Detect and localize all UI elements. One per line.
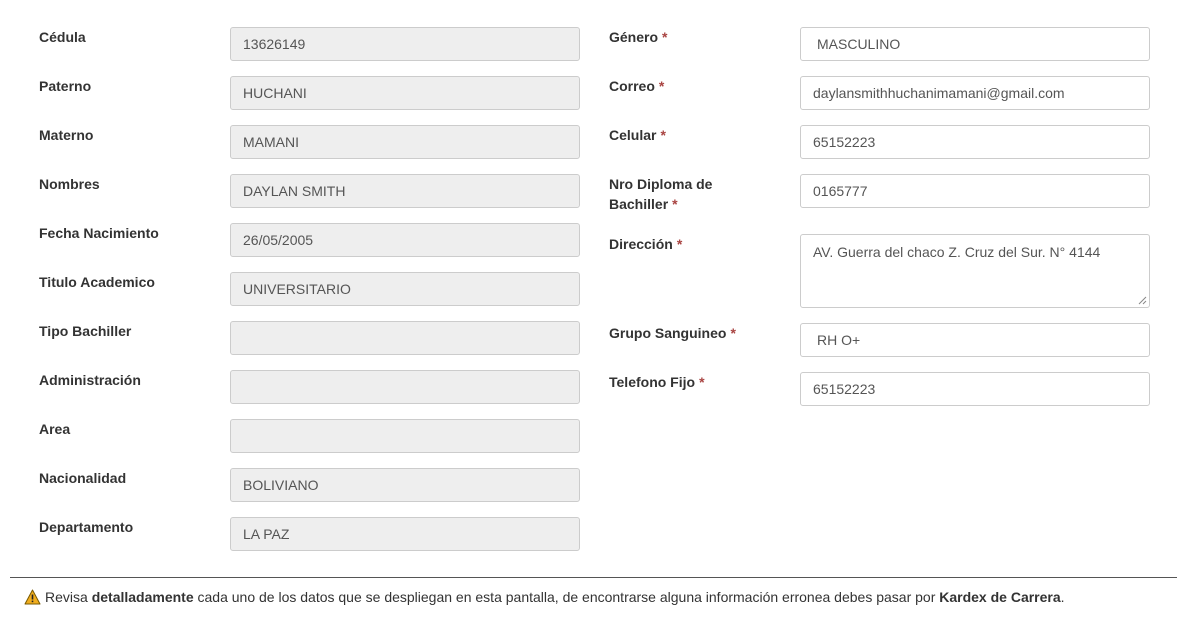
required-marker: * <box>672 196 678 212</box>
genero-label <box>609 27 667 47</box>
notice-bold-kardex: Kardex de Carrera <box>939 589 1061 605</box>
required-marker: * <box>660 127 666 143</box>
titulo-academico-field[interactable]: UNIVERSITARIO <box>230 272 580 306</box>
nombres-label: Nombres <box>39 176 100 192</box>
divider <box>10 577 1177 578</box>
celular-label-text: Celular <box>609 127 657 143</box>
diploma-label-line1: Nro Diploma de <box>609 176 713 192</box>
genero-select[interactable]: MASCULINO <box>800 27 1150 61</box>
genero-label-text: Género <box>609 29 659 45</box>
nombres-field[interactable]: DAYLAN SMITH <box>230 174 580 208</box>
correo-label-text: Correo <box>609 78 655 94</box>
telefono-fijo-label-text: Telefono Fijo <box>609 374 696 390</box>
tipo-bachiller-field[interactable] <box>230 321 580 355</box>
notice-prefix: Revisa <box>45 589 92 605</box>
direccion-textarea[interactable] <box>800 234 1150 308</box>
cedula-label: Cédula <box>39 29 86 45</box>
tipo-bachiller-label: Tipo Bachiller <box>39 323 132 339</box>
fecha-nacimiento-field[interactable]: 26/05/2005 <box>230 223 580 257</box>
celular-label <box>609 125 666 145</box>
diploma-label <box>609 174 712 214</box>
administracion-field[interactable] <box>230 370 580 404</box>
telefono-fijo-input[interactable]: 65152223 <box>800 372 1150 406</box>
administracion-label: Administración <box>39 372 141 388</box>
paterno-label: Paterno <box>39 78 92 94</box>
telefono-fijo-label <box>609 372 705 392</box>
direccion-text: AV. Guerra del chaco Z. Cruz del Sur. N° 4144 <box>813 244 1101 260</box>
resize-grip-icon[interactable] <box>1138 296 1147 305</box>
required-marker: * <box>730 325 736 341</box>
diploma-input[interactable]: 0165777 <box>800 174 1150 208</box>
notice-suffix: . <box>1060 589 1065 605</box>
warning-icon <box>24 589 41 605</box>
required-marker: * <box>662 29 668 45</box>
notice-bold-detalladamente: detalladamente <box>91 589 194 605</box>
direccion-label-text: Dirección <box>609 236 673 252</box>
titulo-academico-label: Titulo Academico <box>39 274 155 290</box>
notice-middle: cada uno de los datos que se despliegan en esta pantalla, de encontrarse alguna información erronea debes pasar por <box>193 589 940 605</box>
diploma-label-line2: Bachiller <box>609 196 669 212</box>
fecha-nacimiento-label: Fecha Nacimiento <box>39 225 159 241</box>
nacionalidad-field[interactable]: BOLIVIANO <box>230 468 580 502</box>
grupo-sanguineo-label <box>609 323 736 343</box>
celular-input[interactable]: 65152223 <box>800 125 1150 159</box>
required-marker: * <box>658 78 665 94</box>
grupo-sanguineo-label-text: Grupo Sanguineo <box>609 325 727 341</box>
paterno-field[interactable]: HUCHANI <box>230 76 580 110</box>
materno-label: Materno <box>39 127 94 143</box>
correo-label <box>609 76 664 96</box>
direccion-label <box>609 234 682 254</box>
cedula-field[interactable]: 13626149 <box>230 27 580 61</box>
required-marker: * <box>676 236 683 252</box>
departamento-field[interactable]: LA PAZ <box>230 517 580 551</box>
notice <box>24 587 1065 607</box>
departamento-label: Departamento <box>39 519 134 535</box>
nacionalidad-label: Nacionalidad <box>39 470 127 486</box>
grupo-sanguineo-select[interactable]: RH O+ <box>800 323 1150 357</box>
required-marker: * <box>699 374 705 390</box>
area-field[interactable] <box>230 419 580 453</box>
correo-input[interactable]: daylansmithhuchanimamani@gmail.com <box>800 76 1150 110</box>
materno-field[interactable]: MAMANI <box>230 125 580 159</box>
area-label: Area <box>39 421 71 437</box>
